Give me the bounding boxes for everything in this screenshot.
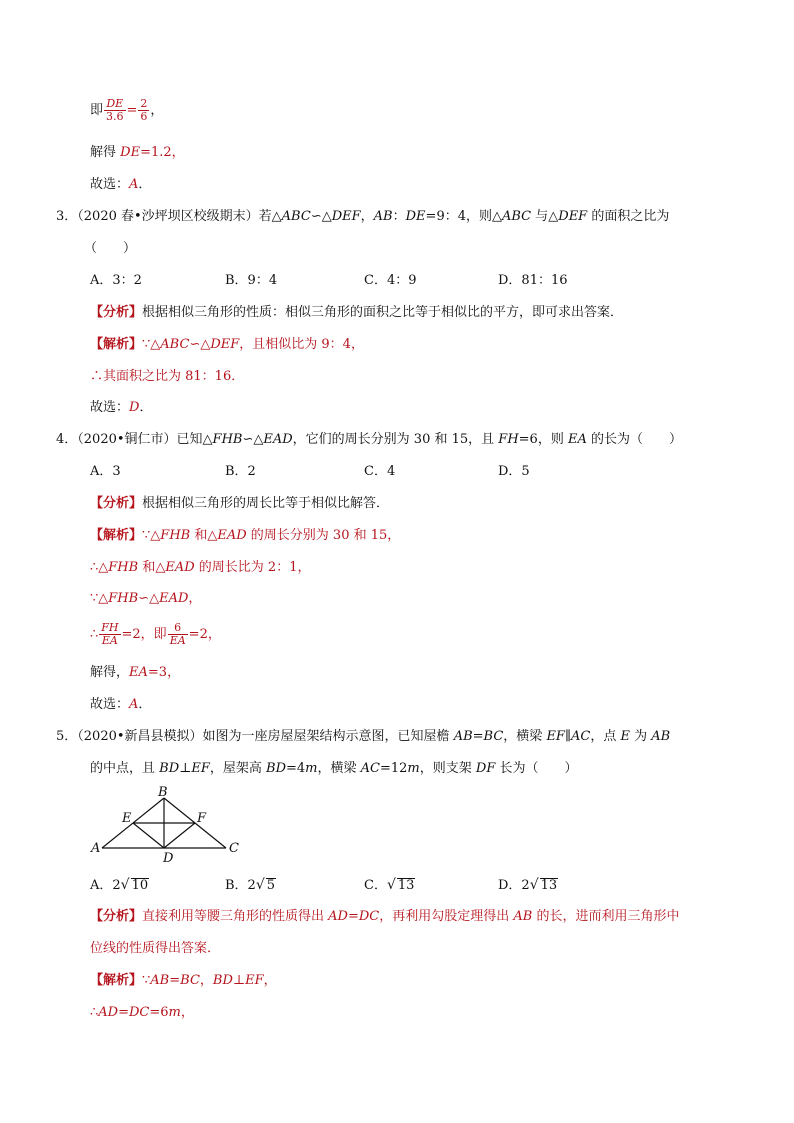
roof-truss-figure <box>88 786 248 866</box>
q4-answer-line: 故选：A． <box>90 697 152 712</box>
solution-tag: 【解析】 <box>90 973 143 988</box>
q5-analysis-line2: 位线的性质得出答案． <box>90 941 221 956</box>
label-f: F <box>197 811 207 826</box>
question-number: 4． <box>56 432 78 447</box>
q3-option-a: A．3：2 <box>90 273 142 288</box>
prev-answer-line: 故选：A． <box>90 177 152 192</box>
edge-df <box>164 823 195 848</box>
q4-solution-line5: 解得，EA=3， <box>90 665 181 680</box>
fraction-fh-over-ea: $\frac{FH}{EA}$ <box>101 621 119 647</box>
q3-stem-line1: 3．（2020 春•沙坪坝区校级期末）若△ABC∽△DEF，AB：DE=9：4，则△ABC 与△DEF 的面积之比为 <box>56 209 670 224</box>
fraction-de-over-3.6: $\frac{DE}{3.6}$ <box>106 97 124 123</box>
analysis-tag: 【分析】 <box>90 305 143 320</box>
q3-option-c: C．4：9 <box>364 273 417 288</box>
label-a: A <box>91 841 101 856</box>
q4-solution-line1: 【解析】∵△FHB 和△EAD 的周长分别为 30 和 15， <box>90 528 401 543</box>
edge-ed <box>133 823 164 848</box>
label-b: B <box>158 786 168 800</box>
q4-solution-line2: ∴△FHB 和△EAD 的周长比为 2：1， <box>90 560 311 575</box>
question-number: 5． <box>56 729 78 744</box>
q4-option-b: B．2 <box>225 464 256 479</box>
prev-answer-equation: 即 $\frac{DE}{3.6}$ = $\frac{2}{6}$ ， <box>90 97 164 123</box>
analysis-tag: 【分析】 <box>90 496 143 511</box>
q5-solution-line2: ∴AD=DC=6m， <box>90 1005 194 1020</box>
analysis-tag: 【分析】 <box>90 909 143 924</box>
q3-solution-line2: ∴其面积之比为 81：16． <box>90 369 245 384</box>
q4-option-a: A．3 <box>90 464 121 479</box>
q5-analysis-line1: 【分析】直接利用等腰三角形的性质得出 AD=DC，再利用勾股定理得出 AB 的长，进而利用三角形中 <box>90 909 680 924</box>
q3-solution-line1: 【解析】∵△ABC∽△DEF，且相似比为 9：4， <box>90 337 364 352</box>
fraction-6-over-ea: $\frac{6}{EA}$ <box>169 621 186 647</box>
question-number: 3． <box>56 209 78 224</box>
q5-stem-line1: 5．（2020•新昌县模拟）如图为一座房屋屋架结构示意图，已知屋檐 AB=BC，横梁 EF∥AC，点 E 为 AB <box>56 729 671 744</box>
q3-analysis: 【分析】根据相似三角形的性质：相似三角形的面积之比等于相似比的平方，即可求出答案． <box>90 305 624 320</box>
q5-option-c: C．√ 13 <box>364 877 415 893</box>
label-c: C <box>229 841 239 856</box>
fraction-2-over-6: $\frac{2}{6}$ <box>140 97 148 123</box>
q4-analysis: 【分析】根据相似三角形的周长比等于相似比解答． <box>90 496 390 511</box>
q3-option-d: D．81：16 <box>498 273 568 288</box>
question-source: （2020 春•沙坪坝区校级期末） <box>77 209 259 224</box>
q3-option-b: B．9：4 <box>225 273 278 288</box>
q3-answer-line: 故选：D． <box>90 400 153 415</box>
prev-solve-line: 解得 DE=1.2， <box>90 145 185 160</box>
q5-solution-line1: 【解析】∵AB=BC，BD⊥EF， <box>90 973 277 988</box>
q4-option-d: D．5 <box>498 464 530 479</box>
question-source: （2020•新昌县模拟） <box>77 729 203 744</box>
q3-paren: （ ） <box>84 241 137 256</box>
q5-option-d: D．2√ 13 <box>498 877 558 893</box>
prev-prefix: 即 <box>90 103 104 118</box>
q4-option-c: C．4 <box>364 464 396 479</box>
q5-stem-line2: 的中点，且 BD⊥EF，屋架高 BD=4m，横梁 AC=12m，则支架 DF 长为（ ） <box>90 761 578 776</box>
solution-tag: 【解析】 <box>90 337 143 352</box>
question-source: （2020•铜仁市） <box>77 432 177 447</box>
q4-solution-line3: ∵△FHB∽△EAD， <box>90 591 202 606</box>
q4-stem: 4．（2020•铜仁市）已知△FHB∽△EAD，它们的周长分别为 30 和 15，且 FH=6，则 EA 的长为（ ） <box>56 432 682 447</box>
solution-tag: 【解析】 <box>90 528 143 543</box>
q5-option-b: B．2√ 5 <box>225 877 276 893</box>
label-e: E <box>122 811 132 826</box>
label-d: D <box>163 851 174 866</box>
q4-solution-line4: ∴ $\frac{FH}{EA}$ =2，即 $\frac{6}{EA}$ =2， <box>90 621 221 647</box>
q5-option-a: A．2√ 10 <box>90 877 149 893</box>
